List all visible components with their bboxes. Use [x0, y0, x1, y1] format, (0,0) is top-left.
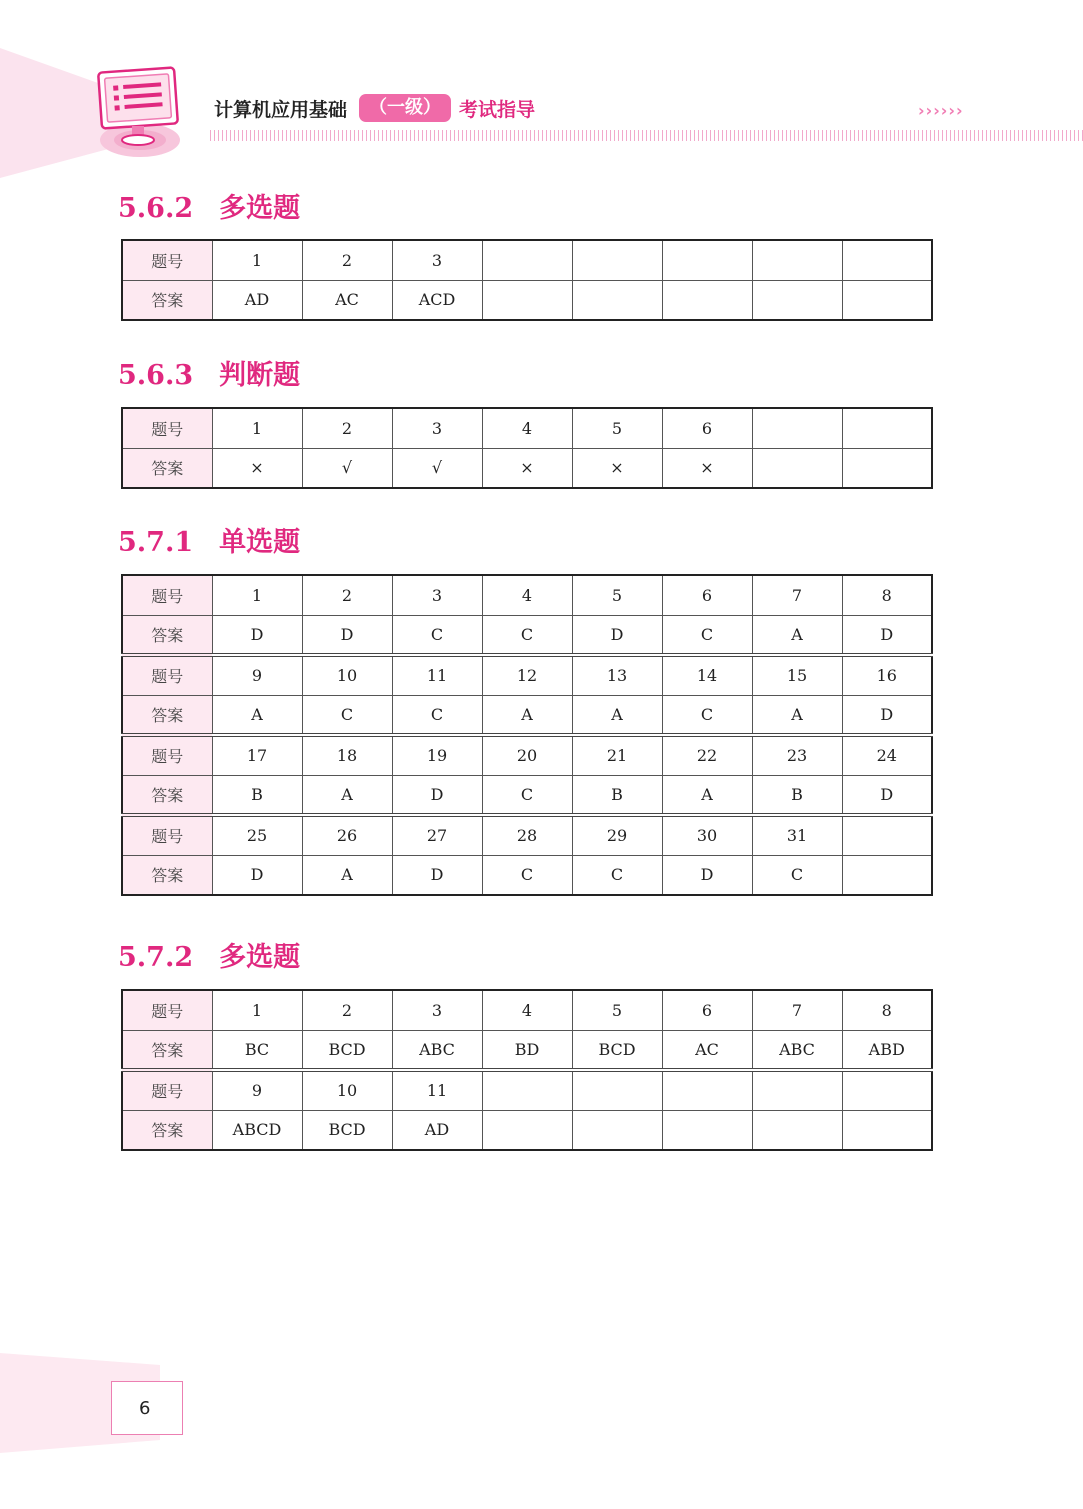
question-number-cell: 9: [212, 655, 302, 695]
answer-row: [122, 855, 932, 895]
question-number-cell: [572, 240, 662, 280]
answer-cell: [482, 1110, 572, 1150]
section-name: 多选题: [219, 193, 301, 224]
answer-cell: ×: [662, 448, 752, 488]
answer-cell: D: [842, 615, 932, 655]
section-number: 5.7.2: [118, 942, 194, 973]
answer-cell: C: [662, 695, 752, 735]
answer-cell: BD: [482, 1030, 572, 1070]
question-number-cell: 10: [302, 655, 392, 695]
row-label: 答案: [122, 775, 212, 815]
answer-cell: [572, 1110, 662, 1150]
answer-cell: ×: [482, 448, 572, 488]
answer-row: [122, 775, 932, 815]
question-number-cell: 26: [302, 815, 392, 855]
answer-table: [121, 574, 933, 896]
number-row: [122, 575, 932, 615]
question-number-cell: [662, 240, 752, 280]
question-number-cell: [752, 1070, 842, 1110]
row-label: 答案: [122, 448, 212, 488]
answer-cell: C: [662, 615, 752, 655]
answer-cell: D: [302, 615, 392, 655]
question-number-cell: [842, 408, 932, 448]
answer-cell: √: [392, 448, 482, 488]
question-number-cell: 15: [752, 655, 842, 695]
answer-cell: A: [572, 695, 662, 735]
question-number-cell: 1: [212, 408, 302, 448]
question-number-cell: [752, 408, 842, 448]
question-number-cell: 2: [302, 575, 392, 615]
number-row: [122, 655, 932, 695]
answer-cell: A: [752, 615, 842, 655]
answer-cell: ABC: [752, 1030, 842, 1070]
question-number-cell: 6: [662, 575, 752, 615]
answer-cell: [842, 448, 932, 488]
number-row: [122, 990, 932, 1030]
answer-cell: C: [482, 615, 572, 655]
chevron-decoration: ››››››: [918, 101, 964, 120]
row-label: 题号: [122, 1070, 212, 1110]
question-number-cell: 1: [212, 990, 302, 1030]
question-number-cell: 3: [392, 240, 482, 280]
question-number-cell: 1: [212, 575, 302, 615]
answer-cell: D: [842, 695, 932, 735]
answer-cell: D: [392, 775, 482, 815]
answer-cell: [842, 1110, 932, 1150]
question-number-cell: 3: [392, 575, 482, 615]
answer-cell: C: [572, 855, 662, 895]
answer-cell: B: [572, 775, 662, 815]
question-number-cell: [842, 1070, 932, 1110]
answer-table: [121, 407, 933, 489]
answer-row: [122, 1030, 932, 1070]
question-number-cell: 30: [662, 815, 752, 855]
book-title-rest: 考试指导: [459, 98, 536, 121]
answer-cell: ×: [572, 448, 662, 488]
answer-cell: A: [302, 855, 392, 895]
row-label: 答案: [122, 280, 212, 320]
question-number-cell: 16: [842, 655, 932, 695]
answer-cell: D: [392, 855, 482, 895]
question-number-cell: 11: [392, 655, 482, 695]
monitor-list-icon: [92, 64, 192, 154]
question-number-cell: 5: [572, 575, 662, 615]
answer-cell: A: [482, 695, 572, 735]
answer-table: [121, 989, 933, 1151]
answer-cell: D: [662, 855, 752, 895]
question-number-cell: 24: [842, 735, 932, 775]
answer-cell: B: [212, 775, 302, 815]
question-number-cell: 12: [482, 655, 572, 695]
answer-cell: A: [302, 775, 392, 815]
number-row: [122, 735, 932, 775]
answer-cell: D: [572, 615, 662, 655]
row-label: 题号: [122, 735, 212, 775]
question-number-cell: 9: [212, 1070, 302, 1110]
section-heading: [118, 520, 300, 559]
section-name: 单选题: [219, 527, 301, 558]
question-number-cell: [482, 1070, 572, 1110]
row-label: 题号: [122, 655, 212, 695]
answer-cell: ×: [212, 448, 302, 488]
section-name: 判断题: [219, 360, 301, 391]
row-label: 题号: [122, 990, 212, 1030]
question-number-cell: 7: [752, 575, 842, 615]
answer-cell: B: [752, 775, 842, 815]
row-label: 题号: [122, 408, 212, 448]
number-row: [122, 815, 932, 855]
answer-cell: [842, 280, 932, 320]
question-number-cell: 25: [212, 815, 302, 855]
row-label: 答案: [122, 1110, 212, 1150]
answer-cell: D: [842, 775, 932, 815]
question-number-cell: 11: [392, 1070, 482, 1110]
question-number-cell: 27: [392, 815, 482, 855]
question-number-cell: 31: [752, 815, 842, 855]
answer-cell: [752, 280, 842, 320]
row-label: 题号: [122, 815, 212, 855]
answer-cell: BCD: [302, 1030, 392, 1070]
answer-table: [121, 239, 933, 321]
question-number-cell: 7: [752, 990, 842, 1030]
row-label: 答案: [122, 855, 212, 895]
answer-row: [122, 615, 932, 655]
answer-cell: [662, 1110, 752, 1150]
answer-cell: [572, 280, 662, 320]
row-label: 答案: [122, 615, 212, 655]
question-number-cell: 23: [752, 735, 842, 775]
book-level-badge: （一级）: [359, 94, 451, 122]
question-number-cell: [752, 240, 842, 280]
answer-cell: AD: [392, 1110, 482, 1150]
answer-cell: A: [662, 775, 752, 815]
row-label: 答案: [122, 1030, 212, 1070]
question-number-cell: 17: [212, 735, 302, 775]
question-number-cell: 8: [842, 990, 932, 1030]
book-title-main: 计算机应用基础: [214, 98, 348, 121]
question-number-cell: 18: [302, 735, 392, 775]
question-number-cell: 6: [662, 408, 752, 448]
row-label: 题号: [122, 240, 212, 280]
question-number-cell: 29: [572, 815, 662, 855]
question-number-cell: 2: [302, 408, 392, 448]
answer-cell: BCD: [572, 1030, 662, 1070]
answer-cell: D: [212, 615, 302, 655]
question-number-cell: 4: [482, 575, 572, 615]
question-number-cell: [842, 240, 932, 280]
answer-cell: D: [212, 855, 302, 895]
section-number: 5.6.2: [118, 193, 194, 224]
answer-cell: AC: [302, 280, 392, 320]
answer-cell: C: [752, 855, 842, 895]
answer-cell: ABCD: [212, 1110, 302, 1150]
answer-cell: AD: [212, 280, 302, 320]
section-heading: [118, 353, 300, 392]
answer-cell: C: [482, 855, 572, 895]
section-heading: [118, 935, 300, 974]
header-rule: [210, 130, 1083, 141]
question-number-cell: 22: [662, 735, 752, 775]
question-number-cell: 2: [302, 990, 392, 1030]
section-number: 5.6.3: [118, 360, 194, 391]
answer-cell: AC: [662, 1030, 752, 1070]
question-number-cell: 2: [302, 240, 392, 280]
question-number-cell: 21: [572, 735, 662, 775]
answer-cell: BC: [212, 1030, 302, 1070]
question-number-cell: 19: [392, 735, 482, 775]
row-label: 题号: [122, 575, 212, 615]
answer-cell: [842, 855, 932, 895]
question-number-cell: 3: [392, 408, 482, 448]
answer-row: [122, 280, 932, 320]
number-row: [122, 408, 932, 448]
question-number-cell: 3: [392, 990, 482, 1030]
question-number-cell: 8: [842, 575, 932, 615]
question-number-cell: [572, 1070, 662, 1110]
answer-cell: [752, 448, 842, 488]
answer-cell: ABD: [842, 1030, 932, 1070]
page-number: 6: [139, 1398, 151, 1419]
question-number-cell: [482, 240, 572, 280]
question-number-cell: 6: [662, 990, 752, 1030]
answer-row: [122, 1110, 932, 1150]
answer-cell: C: [482, 775, 572, 815]
answer-cell: [662, 280, 752, 320]
answer-cell: √: [302, 448, 392, 488]
answer-row: [122, 448, 932, 488]
answer-cell: ABC: [392, 1030, 482, 1070]
section-name: 多选题: [219, 942, 301, 973]
question-number-cell: [662, 1070, 752, 1110]
question-number-cell: 1: [212, 240, 302, 280]
question-number-cell: 10: [302, 1070, 392, 1110]
question-number-cell: 5: [572, 408, 662, 448]
answer-cell: [482, 280, 572, 320]
answer-cell: [752, 1110, 842, 1150]
question-number-cell: 4: [482, 990, 572, 1030]
answer-cell: C: [302, 695, 392, 735]
answer-cell: A: [752, 695, 842, 735]
question-number-cell: 5: [572, 990, 662, 1030]
question-number-cell: 28: [482, 815, 572, 855]
question-number-cell: 13: [572, 655, 662, 695]
section-heading: [118, 186, 300, 225]
question-number-cell: [842, 815, 932, 855]
number-row: [122, 240, 932, 280]
question-number-cell: 20: [482, 735, 572, 775]
answer-cell: C: [392, 615, 482, 655]
section-number: 5.7.1: [118, 527, 194, 558]
answer-cell: ACD: [392, 280, 482, 320]
answer-cell: BCD: [302, 1110, 392, 1150]
question-number-cell: 4: [482, 408, 572, 448]
page-number-box: [111, 1381, 183, 1435]
answer-cell: A: [212, 695, 302, 735]
question-number-cell: 14: [662, 655, 752, 695]
book-title: [214, 94, 535, 122]
row-label: 答案: [122, 695, 212, 735]
number-row: [122, 1070, 932, 1110]
answer-row: [122, 695, 932, 735]
answer-cell: C: [392, 695, 482, 735]
